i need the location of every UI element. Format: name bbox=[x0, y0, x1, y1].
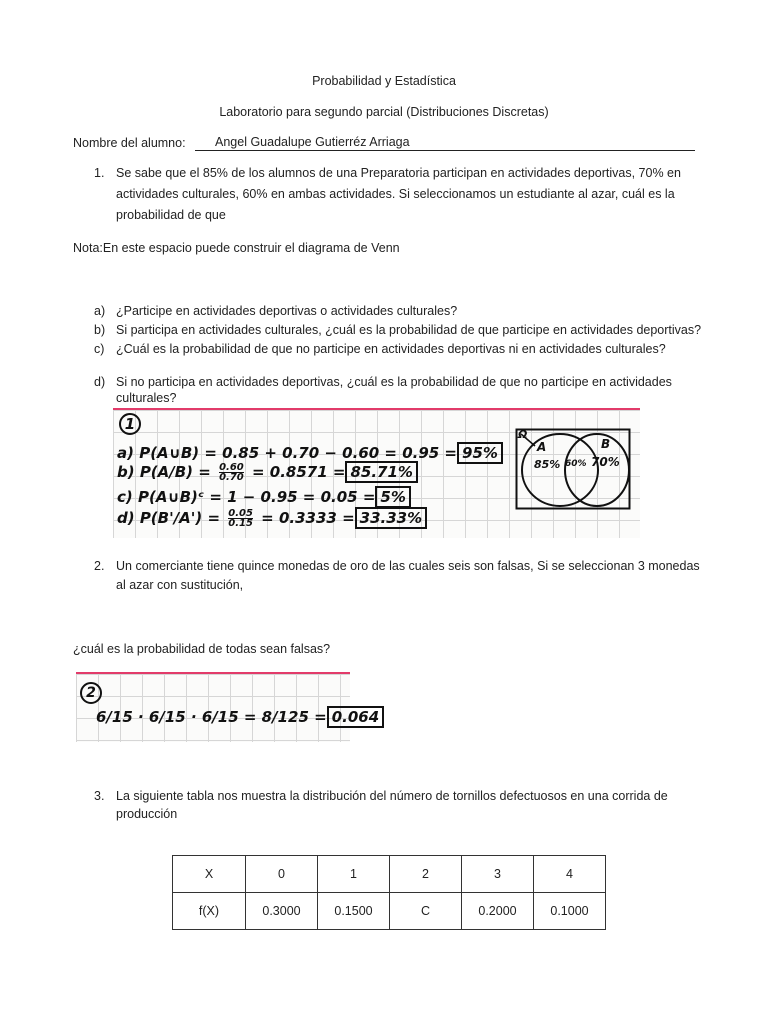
answer1-line-a bbox=[117, 444, 503, 462]
venn-note: Nota:En este espacio puede construir el diagrama de Venn bbox=[73, 241, 400, 255]
answer1-line-a-text: a) P(A∪B) = 0.85 + 0.70 − 0.60 = 0.95 = bbox=[117, 444, 458, 462]
answer1-line-b-suffix: = 0.8571 = bbox=[252, 463, 346, 481]
table-cell: 3 bbox=[462, 856, 534, 893]
answer1-line-d-prefix: d) P(B'/A') = bbox=[117, 509, 221, 527]
problem2-number: 2. bbox=[94, 559, 105, 573]
venn-diagram bbox=[515, 428, 631, 510]
question-d-text-line2: culturales? bbox=[116, 391, 177, 405]
question-a-text: ¿Participe en actividades deportivas o actividades culturales? bbox=[116, 304, 458, 318]
answer2-expression: 6/15 · 6/15 · 6/15 = 8/125 = bbox=[96, 708, 327, 726]
answer1-frac-b-num: 0.60 bbox=[219, 462, 244, 473]
table-cell: 0.3000 bbox=[246, 893, 318, 930]
answer1-fraction-d bbox=[228, 509, 253, 528]
table-cell: C bbox=[390, 893, 462, 930]
problem1-number: 1. bbox=[94, 166, 105, 180]
answer1-line-d bbox=[117, 509, 427, 528]
student-name: Angel Guadalupe Gutierréz Arriaga bbox=[195, 134, 695, 151]
answer1-box-a: 95% bbox=[457, 442, 503, 464]
answer1-circle-label: 1 bbox=[119, 413, 141, 435]
answer1-box-c: 5% bbox=[375, 486, 410, 508]
table-cell: 0.1000 bbox=[534, 893, 606, 930]
answer1-line-c bbox=[117, 488, 411, 506]
problem1-text-line3: probabilidad de que bbox=[116, 208, 226, 222]
answer1-line-d-suffix: = 0.3333 = bbox=[261, 509, 355, 527]
problem2-text-line2: al azar con sustitución, bbox=[116, 578, 244, 592]
table-cell: f(X) bbox=[173, 893, 246, 930]
answer1-line-c-text: c) P(A∪B)ᶜ = 1 − 0.95 = 0.05 = bbox=[117, 488, 376, 506]
table-cell: 4 bbox=[534, 856, 606, 893]
table-cell: 0.1500 bbox=[318, 893, 390, 930]
handwritten-answer-1 bbox=[113, 408, 640, 538]
table-row bbox=[173, 893, 606, 930]
problem2-question: ¿cuál es la probabilidad de todas sean falsas? bbox=[73, 642, 331, 656]
distribution-table bbox=[172, 855, 606, 930]
question-c-label: c) bbox=[94, 342, 105, 356]
answer2-expression-line bbox=[96, 708, 384, 726]
table-cell: 0 bbox=[246, 856, 318, 893]
question-d-text-line1: Si no participa en actividades deportivas, ¿cuál es la probabilidad de que no participe en actividades bbox=[116, 375, 672, 389]
answer1-fraction-b bbox=[219, 463, 244, 482]
answer1-line-b-prefix: b) P(A/B) = bbox=[117, 463, 211, 481]
table-cell: 1 bbox=[318, 856, 390, 893]
venn-label-b: B bbox=[601, 437, 611, 451]
venn-omega-label: Ω bbox=[518, 428, 528, 441]
answer2-box: 0.064 bbox=[327, 706, 384, 728]
venn-value-b: 70% bbox=[591, 455, 620, 469]
table-row bbox=[173, 856, 606, 893]
venn-value-a: 85% bbox=[534, 458, 561, 471]
answer1-box-b: 85.71% bbox=[345, 461, 417, 483]
student-label: Nombre del alumno: bbox=[73, 136, 186, 150]
answer1-frac-d-num: 0.05 bbox=[228, 508, 253, 519]
answer1-line-b bbox=[117, 463, 418, 482]
problem1-text-line1: Se sabe que el 85% de los alumnos de una Preparatoria participan en actividades deportivas, 70% en bbox=[116, 166, 681, 180]
answer2-circle-label: 2 bbox=[80, 682, 102, 704]
answer1-frac-d-den: 0.15 bbox=[228, 518, 253, 529]
answer1-frac-b-den: 0.70 bbox=[219, 472, 244, 483]
problem3-number: 3. bbox=[94, 789, 105, 803]
handwritten-answer-2 bbox=[76, 672, 380, 742]
table-cell: 0.2000 bbox=[462, 893, 534, 930]
venn-value-overlap: 60% bbox=[565, 459, 587, 469]
question-a-label: a) bbox=[94, 304, 106, 318]
problem1-text-line2: actividades culturales, 60% en ambas actividades. Si seleccionamos un estudiante al azar, cuál es la bbox=[116, 187, 675, 201]
problem3-text-line2: producción bbox=[116, 807, 178, 821]
question-b-text: Si participa en actividades culturales, ¿cuál es la probabilidad de que participe en actividades deportivas? bbox=[116, 323, 702, 337]
venn-label-a: A bbox=[537, 440, 547, 454]
table-cell: X bbox=[173, 856, 246, 893]
question-b-label: b) bbox=[94, 323, 106, 337]
question-d-label: d) bbox=[94, 375, 106, 389]
question-c-text: ¿Cuál es la probabilidad de que no participe en actividades deportivas ni en actividades culturales? bbox=[116, 342, 666, 356]
course-title: Probabilidad y Estadística bbox=[312, 74, 456, 88]
problem2-text-line1: Un comerciante tiene quince monedas de oro de las cuales seis son falsas, Si se seleccionan 3 monedas bbox=[116, 559, 700, 573]
table-cell: 2 bbox=[390, 856, 462, 893]
lab-subtitle: Laboratorio para segundo parcial (Distribuciones Discretas) bbox=[219, 105, 549, 119]
answer1-box-d: 33.33% bbox=[355, 507, 427, 529]
problem3-text-line1: La siguiente tabla nos muestra la distribución del número de tornillos defectuosos en una corrida de bbox=[116, 789, 668, 803]
